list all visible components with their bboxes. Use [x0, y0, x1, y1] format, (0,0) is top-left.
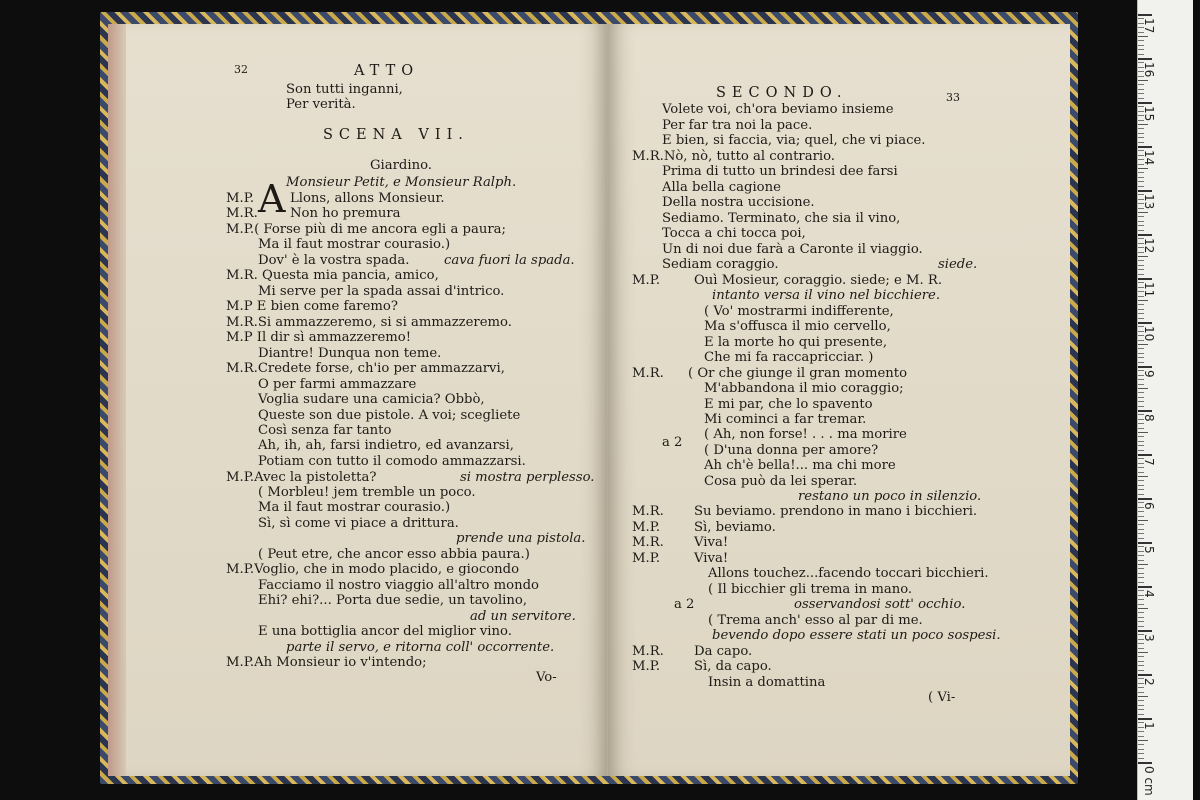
ruler-tick [1138, 533, 1144, 534]
ruler-tick [1138, 45, 1144, 46]
text-line: Ma il faut mostrar courasio.) [258, 500, 451, 515]
text-line: Sediamo. Terminato, che sia il vino, [662, 211, 901, 226]
stage-direction: prende una pistola. [456, 531, 586, 546]
ruler-number: 15 [1142, 106, 1156, 122]
ruler-tick [1138, 177, 1144, 178]
ruler-tick [1138, 643, 1144, 644]
ruler-tick [1138, 322, 1152, 324]
text-line: E la morte ho qui presente, [704, 335, 888, 350]
text-line: Non ho premura [290, 206, 401, 221]
text-line: Ma s'offusca il mio cervello, [704, 319, 891, 334]
ruler-tick [1138, 467, 1144, 468]
stage-direction: ad un servitore. [470, 609, 576, 624]
text-line: Viva! [694, 551, 729, 566]
text-line: M.R.Credete forse, ch'io per ammazzarvi, [226, 361, 505, 376]
ruler-tick [1138, 652, 1148, 653]
text-line: E bien, si faccia, via; quel, che vi piace. [662, 133, 926, 148]
speaker-label: M.R. [632, 504, 664, 519]
ruler-tick [1138, 216, 1144, 217]
ruler-tick [1138, 40, 1144, 41]
right-page [608, 24, 1070, 776]
ruler-tick [1138, 80, 1148, 81]
text-line: Da capo. [694, 644, 753, 659]
ruler-tick [1138, 58, 1152, 60]
text-line: Diantre! Dunqua non teme. [258, 346, 442, 361]
text-line: Potiam con tutto il comodo ammazzarsi. [258, 454, 526, 469]
ruler-tick [1138, 445, 1144, 446]
ruler-tick [1138, 612, 1144, 613]
text-line: Mi serve per la spada assai d'intrico. [258, 284, 505, 299]
speaker-label: M.R. [632, 535, 664, 550]
ruler-tick [1138, 353, 1144, 354]
ruler-tick [1138, 256, 1148, 257]
ruler-tick [1138, 736, 1144, 737]
speaker-label: M.R. [632, 644, 664, 659]
ruler-tick [1138, 480, 1144, 481]
ruler-tick [1138, 234, 1152, 236]
ruler-number: 6 [1142, 502, 1156, 510]
ruler-number: 13 [1142, 194, 1156, 210]
ruler-tick [1138, 190, 1152, 192]
text-line: Ehi? ehi?... Porta due sedie, un tavolino, [258, 593, 528, 608]
speaker-label: M.P. [632, 273, 661, 288]
text-line: Ah ch'è bella!... ma chi more [704, 458, 896, 473]
ruler-number: 16 [1142, 62, 1156, 78]
text-line: Llons, allons Monsieur. [290, 191, 445, 206]
ruler-tick [1138, 656, 1144, 657]
text-line: Volete voi, ch'ora beviamo insieme [662, 102, 894, 117]
ruler-tick [1138, 379, 1144, 380]
ruler-tick [1138, 524, 1144, 525]
ruler-tick [1138, 49, 1144, 50]
ruler-tick [1138, 542, 1152, 544]
ruler-tick [1138, 753, 1144, 754]
ruler-tick [1138, 485, 1144, 486]
text-line: ( Ah, non forse! . . . ma morire [704, 427, 907, 442]
text-line: M.P.( Forse più di me ancora egli a paura; [226, 222, 506, 237]
ruler-tick [1138, 577, 1144, 578]
ruler-tick [1138, 718, 1152, 720]
text-line: Su beviamo. prendono in mano i bicchieri. [694, 504, 978, 519]
text-line: Allons touchez...facendo toccari bicchieri. [708, 566, 989, 581]
text-line: Prima di tutto un brindesi dee farsi [662, 164, 898, 179]
ruler-tick [1138, 529, 1144, 530]
ruler-tick [1138, 366, 1152, 368]
ruler-tick [1138, 560, 1144, 561]
ruler-tick [1138, 758, 1144, 759]
ruler-tick [1138, 436, 1144, 437]
text-line: ( D'una donna per amore? [704, 443, 879, 458]
text-line: Queste son due pistole. A voi; scegliete [258, 408, 521, 423]
speaker-label: a 2 [662, 435, 683, 450]
text-line: Per verità. [286, 97, 356, 112]
ruler-tick [1138, 709, 1144, 710]
ruler-number: 14 [1142, 150, 1156, 166]
ruler-number: 3 [1142, 634, 1156, 642]
ruler-tick [1138, 318, 1144, 319]
text-line: E una bottiglia ancor del miglior vino. [258, 624, 512, 639]
ruler-tick [1138, 604, 1144, 605]
ruler-tick [1138, 98, 1144, 99]
stage-direction: osservandosi sott' occhio. [794, 597, 966, 612]
page-header: ATTO [354, 63, 420, 79]
measuring-ruler [1137, 0, 1193, 800]
text-line: Per far tra noi la pace. [662, 118, 813, 133]
ruler-tick [1138, 568, 1144, 569]
ruler-tick [1138, 269, 1144, 270]
text-line: ( Trema anch' esso al par di me. [708, 613, 923, 628]
ruler-tick [1138, 344, 1148, 345]
page-number: 33 [946, 91, 960, 104]
text-line: Viva! [694, 535, 729, 550]
ruler-tick [1138, 432, 1148, 433]
drop-cap: A [258, 177, 286, 221]
text-line: ( Morbleu! jem tremble un poco. [258, 485, 476, 500]
text-line: Ouì Mosieur, coraggio. siede; e M. R. [694, 273, 943, 288]
ruler-number: 8 [1142, 414, 1156, 422]
ruler-tick [1138, 146, 1152, 148]
left-page [108, 24, 608, 776]
text-line: M.R. Questa mia pancia, amico, [226, 268, 439, 283]
text-line: Mi cominci a far tremar. [704, 412, 867, 427]
text-line: Alla bella cagione [662, 180, 781, 195]
ruler-tick [1138, 582, 1144, 583]
ruler-number: 11 [1142, 282, 1156, 298]
ruler-tick [1138, 357, 1144, 358]
ruler-tick [1138, 265, 1144, 266]
ruler-tick [1138, 630, 1152, 632]
page-number: 32 [234, 63, 248, 76]
ruler-number: 7 [1142, 458, 1156, 466]
ruler-tick [1138, 225, 1144, 226]
ruler-tick [1138, 274, 1144, 275]
ruler-tick [1138, 472, 1144, 473]
speaker-label: M.R. [632, 366, 664, 381]
ruler-tick [1138, 181, 1144, 182]
ruler-tick [1138, 410, 1152, 412]
ruler-tick [1138, 397, 1144, 398]
ruler-tick [1138, 133, 1144, 134]
text-line: Son tutti inganni, [286, 82, 403, 97]
ruler-tick [1138, 692, 1144, 693]
stage-direction: siede. [938, 257, 978, 272]
stage-direction: Monsieur Petit, e Monsieur Ralph. [286, 175, 517, 190]
text-line: M.P E bien come faremo? [226, 299, 398, 314]
ruler-tick [1138, 392, 1144, 393]
ruler-tick [1138, 428, 1144, 429]
text-line: Insin a domattina [708, 675, 826, 690]
stage-direction: si mostra perplesso. [460, 470, 595, 485]
ruler-tick [1138, 423, 1144, 424]
ruler-tick [1138, 744, 1144, 745]
ruler-tick [1138, 494, 1144, 495]
speaker-label: M.P. [632, 520, 661, 535]
page-header: SECONDO. [716, 85, 848, 101]
text-line: ( Or che giunge il gran momento [688, 366, 908, 381]
text-line: M.P.Voglio, che in modo placido, e giocondo [226, 562, 520, 577]
ruler-tick [1138, 313, 1144, 314]
text-line: Tocca a chi tocca poi, [662, 226, 806, 241]
ruler-tick [1138, 124, 1148, 125]
ruler-tick [1138, 454, 1152, 456]
ruler-tick [1138, 516, 1144, 517]
ruler-tick [1138, 172, 1144, 173]
ruler-tick [1138, 586, 1152, 588]
stage-direction: parte il servo, e ritorna coll' occorrente. [286, 640, 555, 655]
ruler-tick [1138, 696, 1148, 697]
ruler-tick [1138, 384, 1144, 385]
text-line: Ah, ih, ah, farsi indietro, ed avanzarsi, [258, 438, 514, 453]
ruler-tick [1138, 168, 1148, 169]
ruler-tick [1138, 608, 1148, 609]
ruler-tick [1138, 705, 1144, 706]
text-line: M.P.Ah Monsieur io v'intendo; [226, 655, 427, 670]
catchword: Vo- [536, 670, 557, 685]
ruler-tick [1138, 221, 1144, 222]
ruler-tick [1138, 648, 1144, 649]
ruler-tick [1138, 661, 1144, 662]
ruler-number: 17 [1142, 18, 1156, 34]
ruler-tick [1138, 687, 1144, 688]
ruler-tick [1138, 511, 1144, 512]
text-line: Giardino. [370, 158, 432, 173]
ruler-tick [1138, 762, 1152, 764]
ruler-tick [1138, 93, 1144, 94]
ruler-tick [1138, 731, 1144, 732]
ruler-number: 12 [1142, 238, 1156, 254]
ruler-tick [1138, 14, 1152, 16]
ruler-tick [1138, 740, 1148, 741]
ruler-tick [1138, 670, 1144, 671]
stage-direction: bevendo dopo essere stati un poco sospesi. [712, 628, 1001, 643]
ruler-tick [1138, 304, 1144, 305]
text-line: Un di noi due farà a Caronte il viaggio. [662, 242, 923, 257]
ruler-tick [1138, 230, 1144, 231]
text-line: Cosa può da lei sperar. [704, 474, 858, 489]
ruler-tick [1138, 538, 1144, 539]
text-line: Della nostra uccisione. [662, 195, 815, 210]
ruler-number: 1 [1142, 722, 1156, 730]
text-line: Sì, sì come vi piace a drittura. [258, 516, 459, 531]
ruler-tick [1138, 498, 1152, 500]
ruler-tick [1138, 137, 1144, 138]
text-line: M.R.Nò, nò, tutto al contrario. [632, 149, 835, 164]
ruler-tick [1138, 142, 1144, 143]
ruler-tick [1138, 617, 1144, 618]
ruler-tick [1138, 450, 1144, 451]
ruler-tick [1138, 84, 1144, 85]
text-line: Così senza far tanto [258, 423, 392, 438]
speaker-label: M.P. [632, 551, 661, 566]
ruler-tick [1138, 406, 1144, 407]
speaker-label: a 2 [674, 597, 695, 612]
catchword: ( Vi- [928, 690, 956, 705]
ruler-tick [1138, 128, 1144, 129]
ruler-tick [1138, 476, 1148, 477]
text-line: E mi par, che lo spavento [704, 397, 873, 412]
stage-direction: restano un poco in silenzio. [798, 489, 982, 504]
ruler-tick [1138, 89, 1144, 90]
ruler-tick [1138, 186, 1144, 187]
text-line: ( Peut etre, che ancor esso abbia paura.) [258, 547, 530, 562]
text-line: Sì, da capo. [694, 659, 772, 674]
text-line: M.P.Avec la pistoletta? [226, 470, 377, 485]
ruler-tick [1138, 714, 1144, 715]
stage-direction: cava fuori la spada. [444, 253, 575, 268]
text-line: Ma il faut mostrar courasio.) [258, 237, 451, 252]
ruler-tick [1138, 362, 1144, 363]
ruler-number: 5 [1142, 546, 1156, 554]
text-line: Che mi fa raccapricciar. ) [704, 350, 874, 365]
ruler-tick [1138, 626, 1144, 627]
text-line: Sì, beviamo. [694, 520, 776, 535]
text-line: ( Il bicchier gli trema in mano. [708, 582, 913, 597]
ruler-tick [1138, 36, 1148, 37]
speaker-label: M.R. [226, 206, 258, 221]
ruler-tick [1138, 564, 1148, 565]
ruler-tick [1138, 749, 1144, 750]
ruler-tick [1138, 441, 1144, 442]
ruler-tick [1138, 260, 1144, 261]
ruler-number: 9 [1142, 370, 1156, 378]
text-line: O per farmi ammazzare [258, 377, 417, 392]
speaker-label: M.P. [632, 659, 661, 674]
text-line: M.R.Si ammazzeremo, si si ammazzeremo. [226, 315, 512, 330]
ruler-number: 2 [1142, 678, 1156, 686]
ruler-tick [1138, 665, 1144, 666]
text-line: Voglia sudare una camicia? Obbò, [258, 392, 485, 407]
ruler-number: 4 [1142, 590, 1156, 598]
text-line: M.P Il dir sì ammazzeremo! [226, 330, 411, 345]
text-line: Sediam coraggio. [662, 257, 779, 272]
ruler-tick [1138, 54, 1144, 55]
text-line: Dov' è la vostra spada. [258, 253, 410, 268]
ruler-tick [1138, 700, 1144, 701]
ruler-tick [1138, 674, 1152, 676]
ruler-tick [1138, 555, 1144, 556]
ruler-tick [1138, 621, 1144, 622]
ruler-tick [1138, 102, 1152, 104]
text-line: M'abbandona il mio coraggio; [704, 381, 904, 396]
text-line: ( Vo' mostrarmi indifferente, [704, 304, 894, 319]
ruler-number: 0 cm [1142, 766, 1156, 796]
ruler-tick [1138, 388, 1148, 389]
ruler-tick [1138, 401, 1144, 402]
ruler-tick [1138, 520, 1148, 521]
ruler-tick [1138, 212, 1148, 213]
ruler-tick [1138, 278, 1152, 280]
stage-direction: intanto versa il vino nel bicchiere. [712, 288, 941, 303]
ruler-number: 10 [1142, 326, 1156, 342]
scene-heading: SCENA VII. [323, 127, 469, 143]
speaker-label: M.P. [226, 191, 255, 206]
ruler-tick [1138, 309, 1144, 310]
ruler-tick [1138, 348, 1144, 349]
ruler-tick [1138, 489, 1144, 490]
ruler-tick [1138, 599, 1144, 600]
ruler-tick [1138, 573, 1144, 574]
ruler-tick [1138, 300, 1148, 301]
text-line: Facciamo il nostro viaggio all'altro mondo [258, 578, 539, 593]
